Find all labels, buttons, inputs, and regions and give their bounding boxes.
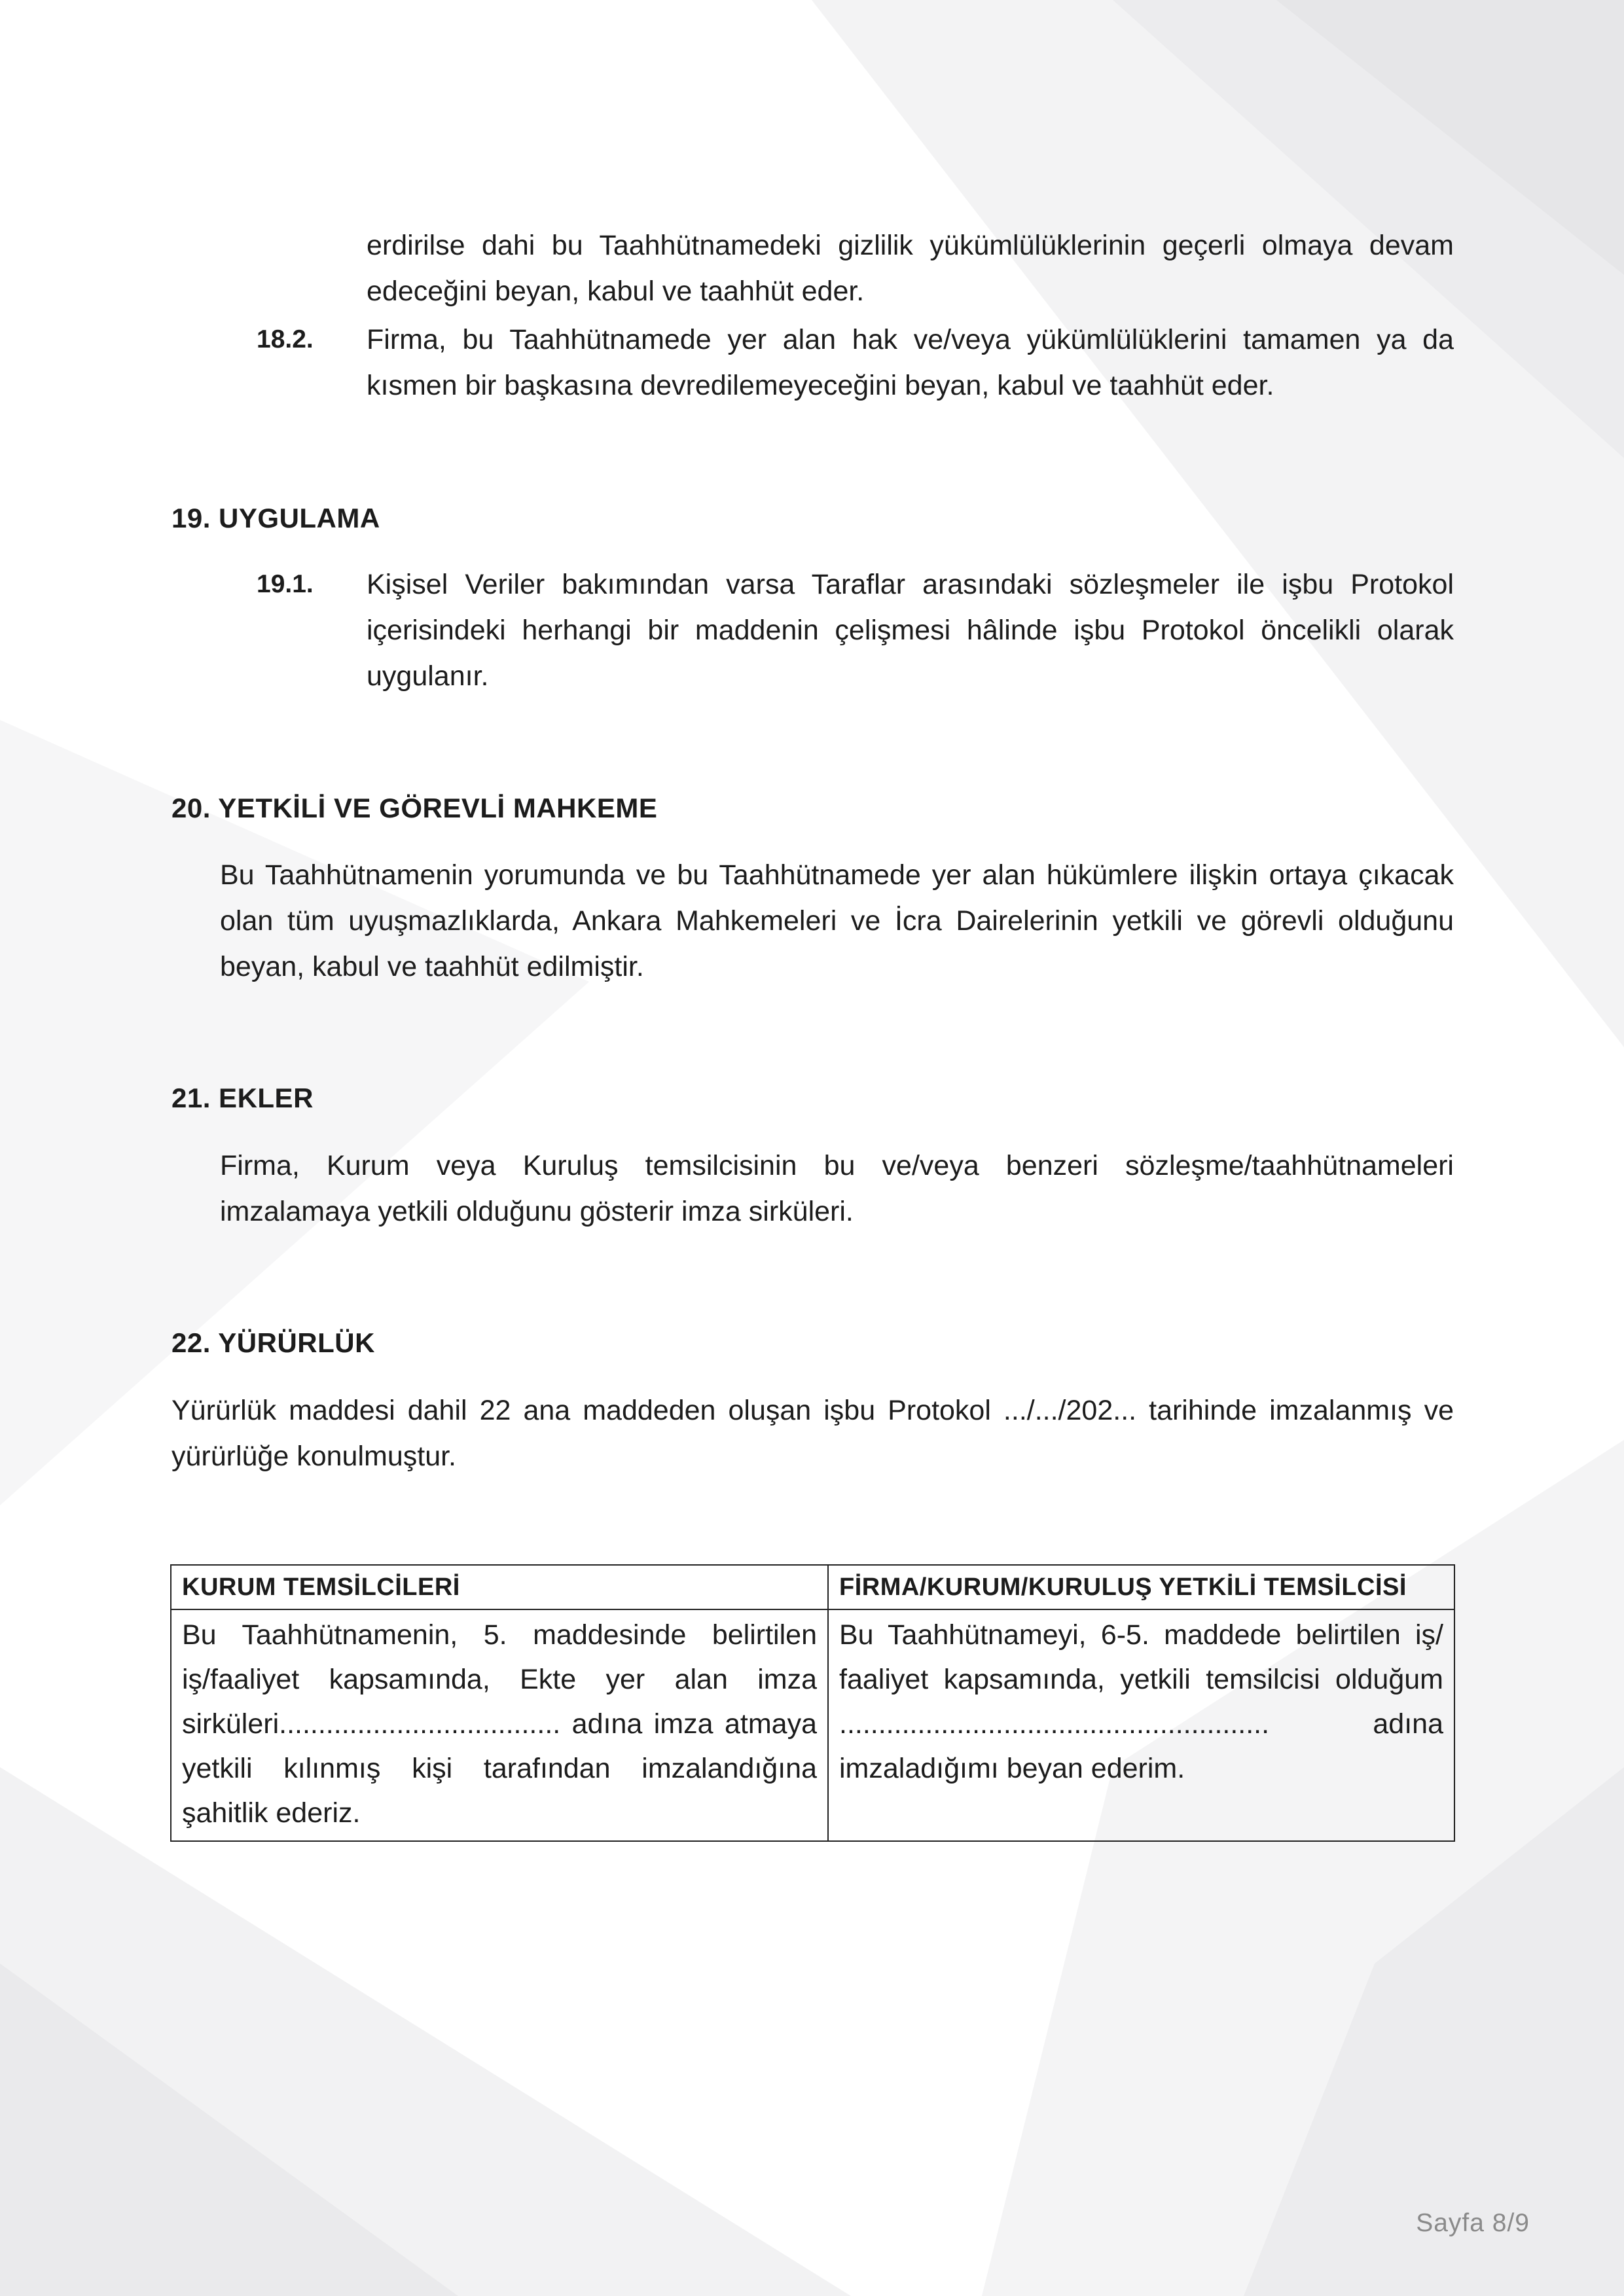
clause-number-19-1: 19.1. [257,570,314,598]
institution-representatives-statement: Bu Taahhütnamenin, 5. maddesinde belirtilen iş/faaliyet kapsamında, Ekte yer alan imza sirküleri.................................... adına imza atmaya yetkili kılınmış kişi tarafından imzalandığına şahitlik ederiz. [171,1609,828,1841]
clause-18-2-text: Firma, bu Taahhütnamede yer alan hak ve/veya yükümlülüklerini tamamen ya da kısmen bir başkasına devredilemeyeceğini beyan, kabul ve taahhüt eder. [367,324,1454,401]
section-21-text: Firma, Kurum veya Kuruluş temsilcisinin bu ve/veya benzeri sözleşme/taahhütnameleri imzalamaya yetkili olduğunu gösterir imza sirküleri. [220,1150,1454,1227]
clause-19-1-text: Kişisel Veriler bakımından varsa Taraflar arasındaki sözleşmeler ile işbu Protokol içerisindeki herhangi bir maddenin çelişmesi hâlinde işbu Protokol öncelikli olarak uygulanır. [367,569,1454,692]
clause-number-18-2: 18.2. [257,325,314,353]
signature-table [170,1564,1455,1842]
signature-table-header-row [171,1565,1454,1609]
company-representative-statement: Bu Taahhütnameyi, 6-5. maddede belirtilen iş/ faaliyet kapsamında, yetkili temsilcisi olduğum ....................................................... adına imzaladığımı beyan ederim. [828,1609,1454,1841]
section-20-text: Bu Taahhütnamenin yorumunda ve bu Taahhütnamede yer alan hükümlere ilişkin ortaya çıkacak olan tüm uyuşmazlıklarda, Ankara Mahkemeleri ve İcra Dairelerinin yetkili ve görevli olduğunu beyan, kabul ve taahhüt edilmiştir. [220,859,1454,982]
section-21-heading: 21. EKLER [171,1083,314,1113]
company-representative-header: FİRMA/KURUM/KURULUŞ YETKİLİ TEMSİLCİSİ [828,1565,1454,1609]
section-20-heading: 20. YETKİLİ VE GÖREVLİ MAHKEME [171,793,658,823]
section-19-heading: 19. UYGULAMA [171,503,380,533]
page-number: Sayfa 8/9 [1416,2209,1530,2237]
section-22-heading: 22. YÜRÜRLÜK [171,1327,375,1358]
signature-table-body-row [171,1609,1454,1841]
section-22-text: Yürürlük maddesi dahil 22 ana maddeden oluşan işbu Protokol .../.../202... tarihinde imzalanmış ve yürürlüğe konulmuştur. [171,1395,1454,1472]
continuation-paragraph: erdirilse dahi bu Taahhütnamedeki gizlilik yükümlülüklerinin geçerli olmaya devam edeceğini beyan, kabul ve taahhüt eder. [367,230,1454,307]
institution-representatives-header: KURUM TEMSİLCİLERİ [171,1565,828,1609]
